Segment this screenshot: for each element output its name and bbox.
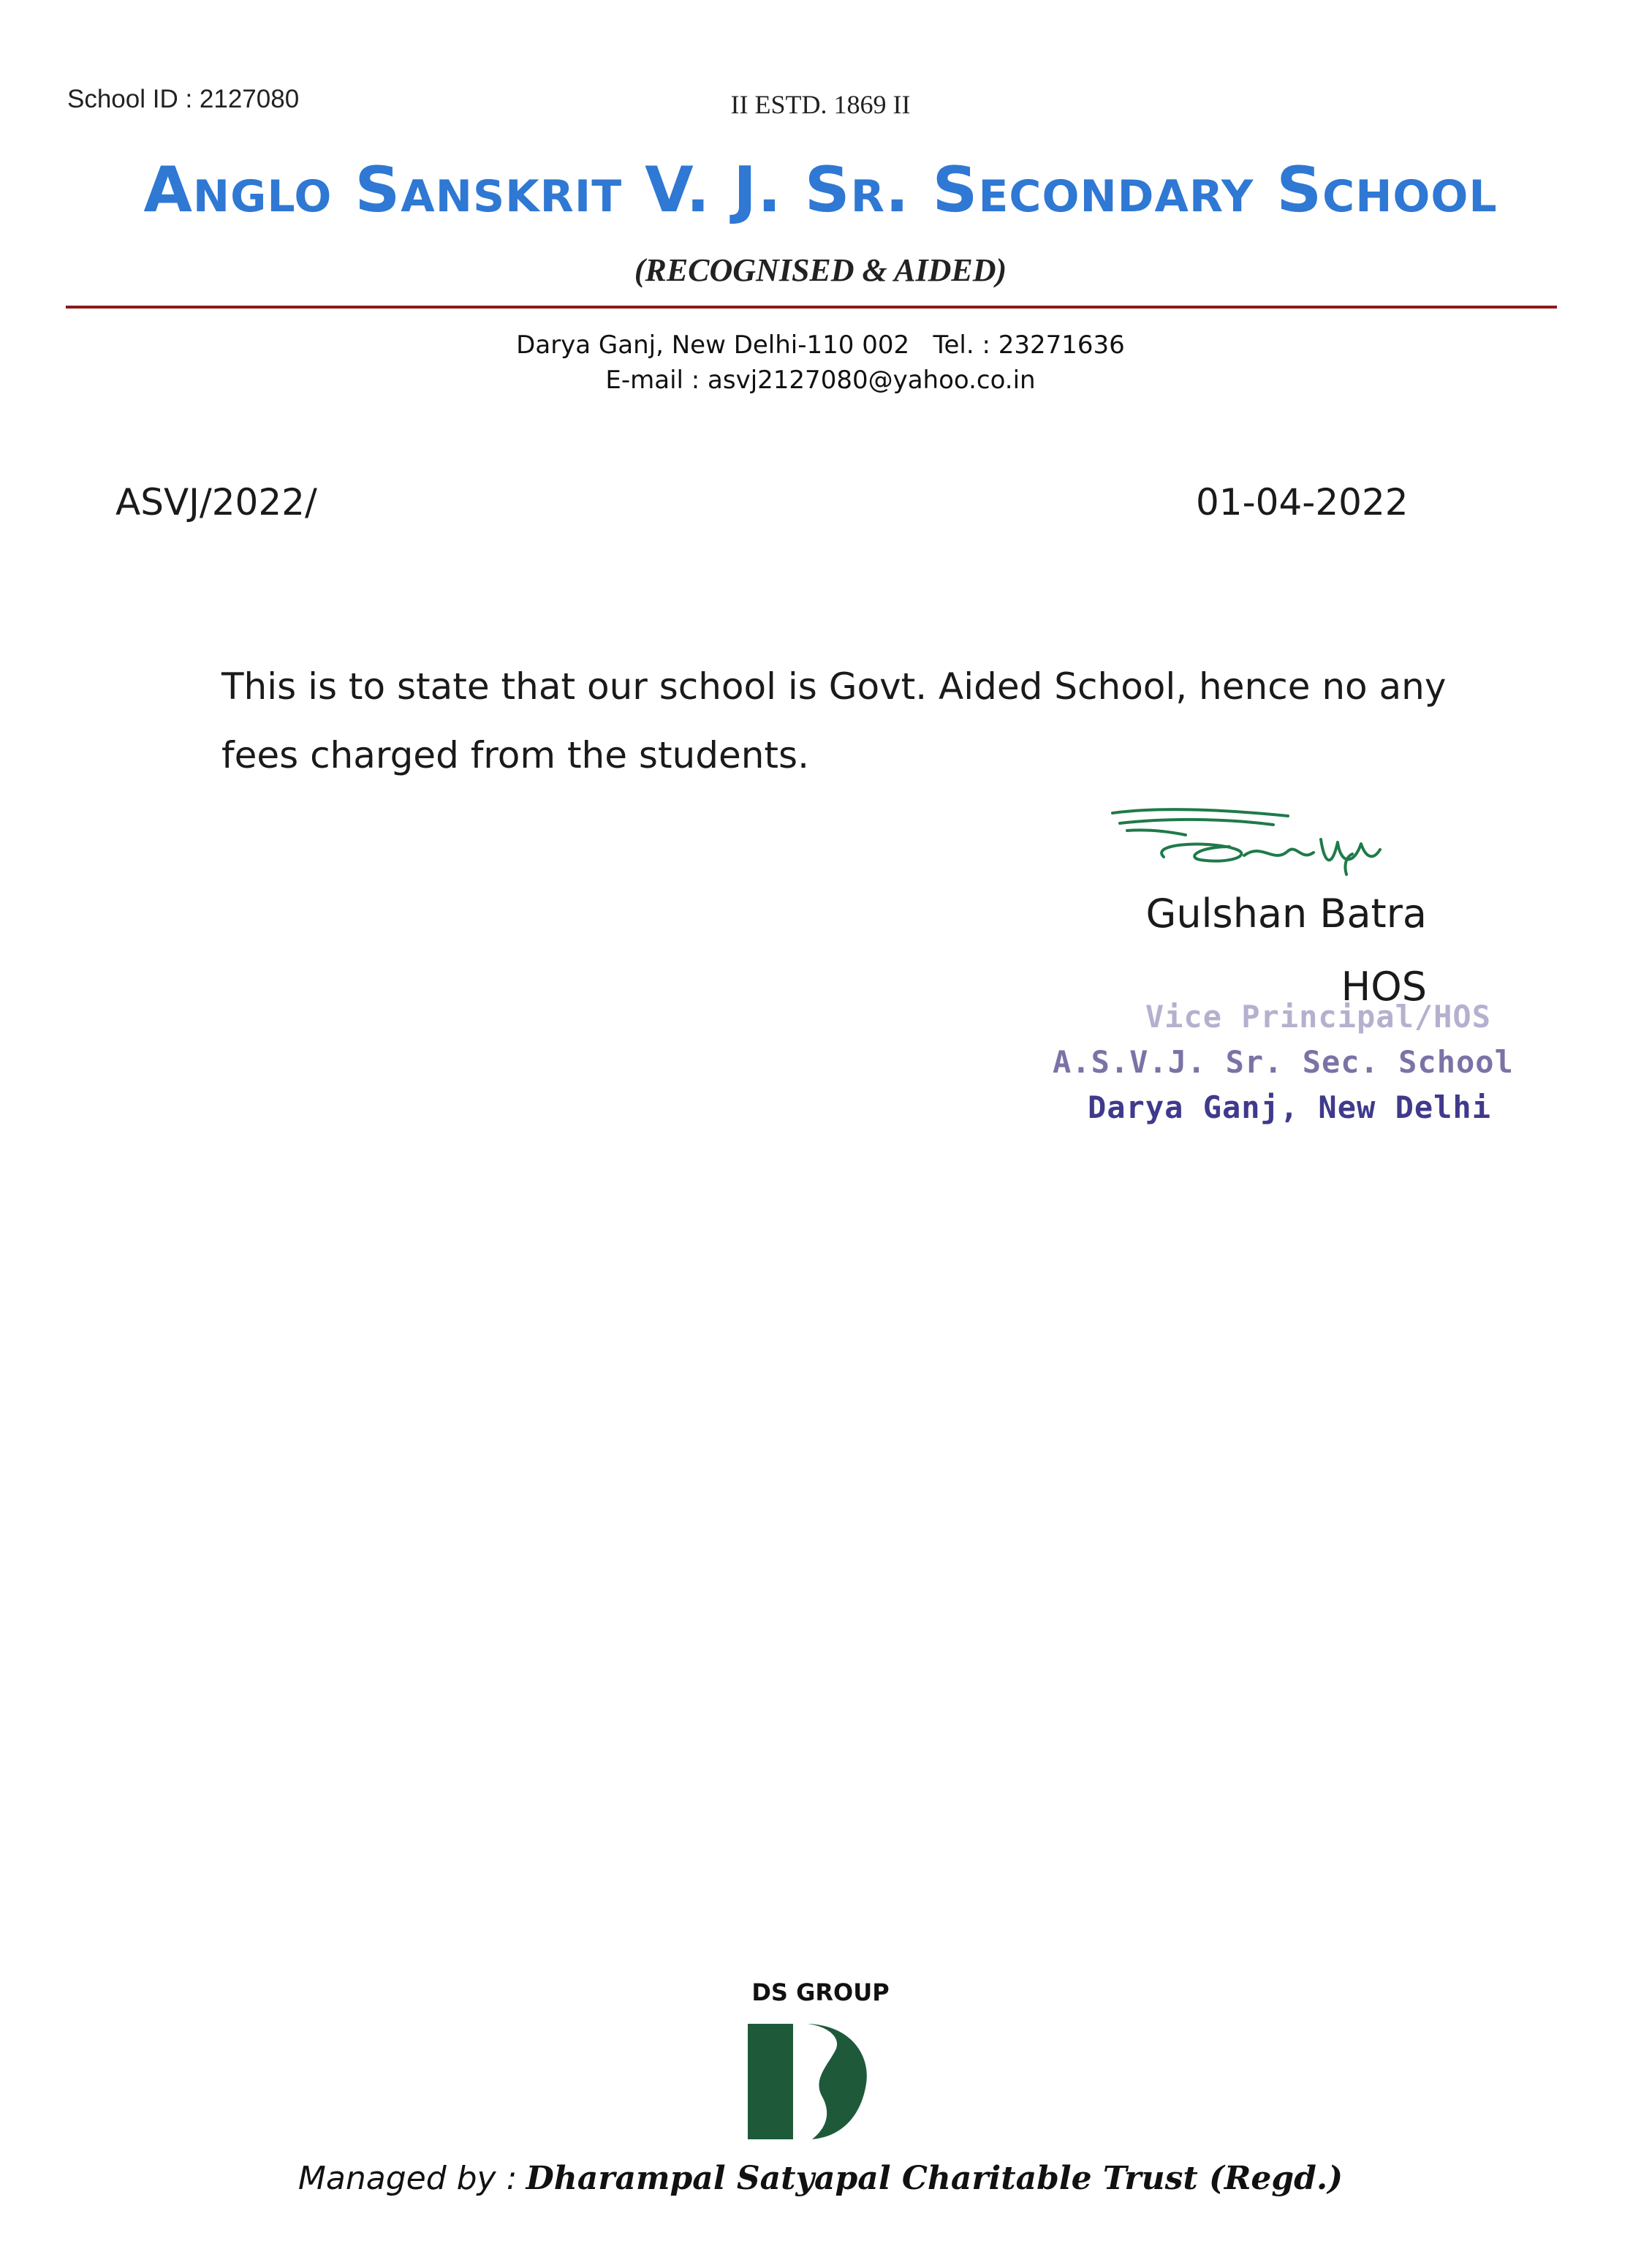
header-divider [66, 306, 1557, 309]
established-year: II ESTD. 1869 II [730, 90, 911, 119]
school-id: School ID : 2127080 [67, 85, 300, 113]
managed-by-label: Managed by : [297, 2160, 518, 2197]
stamp-designation: Vice Principal/HOS [1145, 999, 1491, 1035]
official-stamp [1053, 994, 1514, 1130]
school-email: E-mail : asvj2127080@yahoo.co.in [605, 366, 1036, 395]
school-name: Anglo Sanskrit V. J. Sr. Secondary School [143, 154, 1498, 227]
recognition-status: (RECOGNISED & AIDED) [634, 252, 1007, 288]
letter-date: 01-04-2022 [1196, 481, 1409, 523]
trust-name: Dharampal Satyapal Charitable Trust (Regd.) [526, 2160, 1344, 2197]
reference-number: ASVJ/2022/ [115, 481, 317, 523]
ds-group-label: DS GROUP [751, 1978, 890, 2006]
signatory-name: Gulshan Batra [1145, 891, 1427, 937]
ds-group-logo [742, 2018, 873, 2146]
signatory-title: HOS [1341, 964, 1427, 1010]
handwritten-signature [1105, 798, 1427, 879]
managed-by-line [0, 2160, 1641, 2197]
school-address: Darya Ganj, New Delhi-110 002 Tel. : 23271636 [516, 330, 1125, 360]
stamp-location: Darya Ganj, New Delhi [1087, 1089, 1491, 1125]
letter-body: This is to state that our school is Govt. Aided School, hence no any fees charged from the students. [221, 665, 1447, 776]
stamp-school-name: A.S.V.J. Sr. Sec. School [1053, 1044, 1514, 1080]
